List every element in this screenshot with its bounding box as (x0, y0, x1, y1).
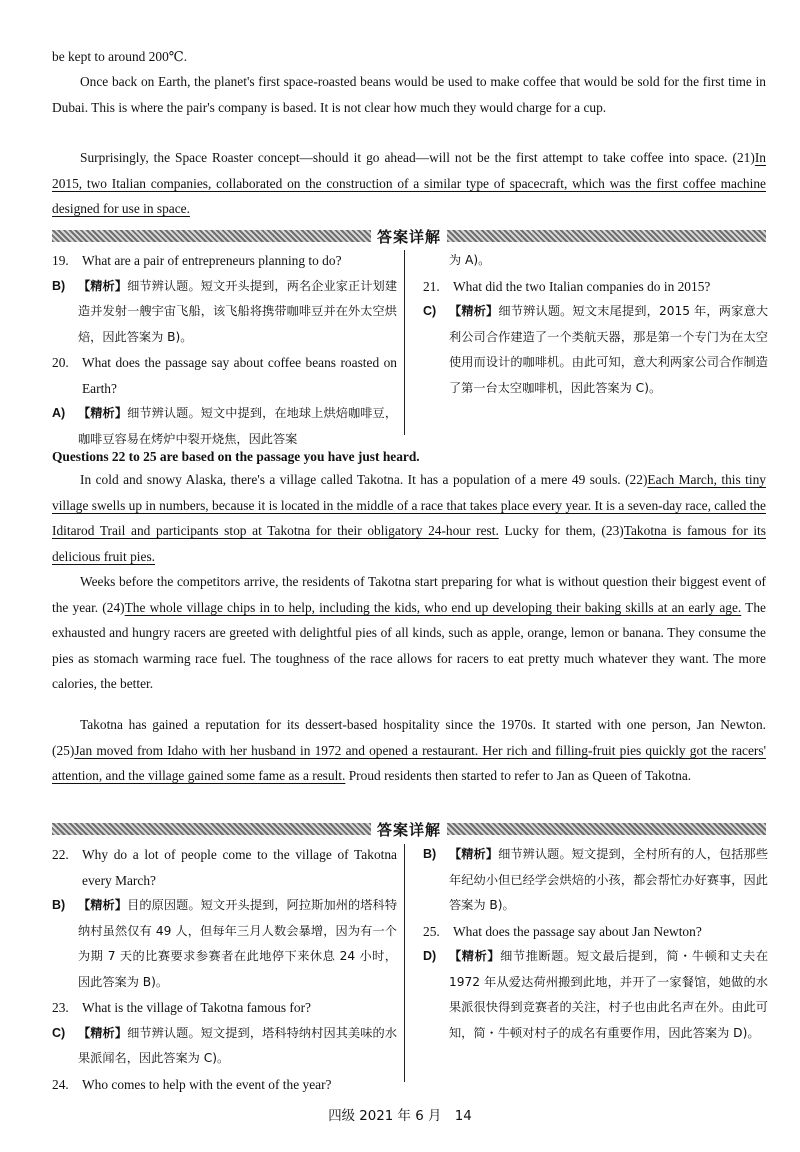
question-text: Who comes to help with the event of the year? (82, 1076, 332, 1092)
analysis-tag: 【精析】 (78, 898, 128, 912)
question-item (52, 995, 397, 1021)
question-item (52, 248, 397, 274)
answer-item (423, 944, 768, 1046)
hatch-decoration (447, 230, 766, 242)
question-item (52, 1072, 397, 1098)
underlined-answer-text: The whole village chips in to help, including the kids, who end up developing their baking skills at an early age. (124, 599, 742, 615)
passage-text: Surprisingly, the Space Roaster concept—should it go ahead—will not be the first attempt to take coffee into space. (21) (80, 150, 755, 165)
passage-text: Takotna has gained a reputation for its dessert-based hospitality since the 1970s. It started with one person, Jan Newton. (25) (52, 717, 766, 758)
analysis-tag: 【精析】 (449, 949, 501, 963)
answer-section-header (52, 225, 766, 247)
passage-text: Lucky for them, (23) (498, 523, 624, 538)
analysis-tag: 【精析】 (449, 847, 499, 861)
underlined-answer-text: In 2015, two Italian companies, collaborated on the construction of a similar type of spacecraft, which was the first coffee machine designed for use in space. (52, 150, 766, 216)
answer-section-header (52, 818, 766, 840)
passage-text: The exhausted and hungry racers are greeted with delightful pies of all kinds, such as apple, orange, lemon or banana. They consume the pies as stomach warming race fuel. The toughness of the race allows for racers to eat pretty much whatever they want. The more calories, the better. (52, 599, 766, 691)
answer-column-right (423, 248, 768, 401)
question-text: What are a pair of entrepreneurs planning to do? (82, 253, 342, 268)
analysis-text: 目的原因题。短文开头提到，阿拉斯加州的塔科特纳村虽然仅有 49 人，但每年三月人数会暴增，因为有一个为期 7 天的比赛要求参赛者在此地停下来休息 24 小时，因此答案为 B)。 (78, 898, 398, 989)
question-number: 23. (52, 1000, 69, 1015)
question-number: 21. (423, 278, 440, 294)
analysis-tag: 【精析】 (78, 406, 128, 420)
analysis-tag: 【精析】 (78, 1025, 128, 1040)
question-number: 22. (52, 847, 69, 862)
analysis-tag: 【精析】 (78, 278, 128, 293)
question-number: 24. (52, 1076, 69, 1092)
page-footer: 四级 2021 年 6 月 14 (328, 1109, 472, 1124)
question-number: 20. (52, 355, 69, 370)
question-text: Why do a lot of people come to the village of Takotna every March? (82, 847, 397, 888)
passage-text: In cold and snowy Alaska, there's a village called Takotna. It has a population of a mere 49 souls. (22) (80, 472, 648, 487)
answer-option: C) (423, 304, 437, 318)
analysis-text: 细节辨认题。短文开头提到，两名企业家正计划建造并发射一艘宇宙飞船，该飞船将携带咖啡豆并在外太空烘焙，因此答案为 B)。 (78, 278, 398, 344)
answer-option: B) (52, 278, 66, 293)
analysis-text: 细节辨认题。短文末尾提到，2015 年，两家意大利公司合作建造了一个类航天器，那是第一个专门为在太空使用而设计的咖啡机。由此可知，意大利两家公司合作制造了第一台太空咖啡机，因此答案为 C)。 (449, 304, 769, 395)
answer-option: B) (52, 898, 66, 912)
question-text: What does the passage say about coffee beans roasted on Earth? (82, 355, 397, 396)
passage-paragraph (52, 145, 766, 222)
answer-item (52, 1021, 397, 1072)
passage-text: Weeks before the competitors arrive, the residents of Takotna start preparing for what is without question their biggest event of the year. (24) (52, 574, 766, 615)
question-text: What is the village of Takotna famous for? (82, 1000, 311, 1015)
analysis-tag: 【精析】 (449, 304, 499, 318)
column-divider (404, 250, 405, 435)
answer-column-right (423, 842, 768, 1046)
question-item (423, 274, 768, 300)
hatch-decoration (52, 823, 371, 835)
underlined-answer-text: Each March, this tiny village swells up in numbers, because it is located in the middle of a race that takes place every year. It is a seven-day race, called the Iditarod Trail and participants stop at Takotna for their obligatory 24-hour rest. (52, 472, 767, 538)
analysis-text: 细节辨认题。短文提到，全村所有的人，包括那些年纪幼小但已经学会烘焙的小孩，都会帮忙办好赛事，因此答案为 B)。 (449, 847, 769, 912)
answer-column-left (52, 248, 397, 452)
hatch-decoration (447, 823, 766, 835)
column-divider (404, 844, 405, 1082)
answer-item (52, 274, 397, 351)
passage-text: Proud residents then started to refer to Jan as Queen of Takotna. (345, 768, 692, 783)
question-item (423, 919, 768, 945)
passage-paragraph (52, 569, 766, 697)
question-text: What does the passage say about Jan Newton? (453, 923, 702, 939)
question-item (52, 350, 397, 401)
answer-section-title: 答案详解 (377, 227, 442, 246)
analysis-text: 细节辨认题。短文中提到，在地球上烘焙咖啡豆，咖啡豆容易在烤炉中裂开烧焦，因此答案 (78, 406, 398, 446)
answer-item (52, 401, 397, 452)
answer-option: A) (52, 406, 66, 420)
underlined-answer-text: Jan moved from Idaho with her husband in 1972 and opened a restaurant. Her rich and filling-fruit pies quickly got the racers' attention, and the village gained some fame as a result. (52, 742, 766, 783)
section-heading: Questions 22 to 25 are based on the passage you have just heard. (52, 449, 420, 464)
answer-item (423, 299, 768, 401)
answer-item (423, 842, 768, 919)
passage-paragraph (52, 712, 766, 789)
answer-section-title: 答案详解 (377, 820, 442, 839)
analysis-text: 细节推断题。短文最后提到，简・牛顿和丈夫在 1972 年从爱达荷州搬到此地，并开了一家餐馆，她做的水果派很快得到竞赛者的关注，村子也由此名声在外。由此可知，简・牛顿对村子的成名有重要作用，因此答案为 D)。 (449, 949, 769, 1040)
passage-paragraph (52, 467, 766, 569)
analysis-text: 为 A)。 (449, 253, 491, 267)
answer-column-left (52, 842, 397, 1097)
question-item (52, 842, 397, 893)
answer-option: D) (423, 949, 437, 963)
analysis-text: 细节辨认题。短文提到，塔科特纳村因其美味的水果派闻名，因此答案为 C)。 (78, 1025, 398, 1065)
underlined-answer-text: Takotna is famous for its delicious fruit pies. (52, 523, 766, 564)
answer-option: B) (423, 847, 437, 861)
passage-paragraph: be kept to around 200℃. (52, 49, 188, 64)
question-text: What did the two Italian companies do in 2015? (453, 278, 711, 294)
question-number: 19. (52, 253, 69, 268)
passage-paragraph: Once back on Earth, the planet's first space-roasted beans would be used to make coffee that would be sold for the first time in Dubai. This is where the pair's company is based. It is not clear how much they would charge for a cup. (52, 74, 766, 115)
answer-item (52, 893, 397, 995)
answer-option: C) (52, 1025, 66, 1040)
hatch-decoration (52, 230, 371, 242)
answer-continuation (423, 248, 768, 274)
question-number: 25. (423, 923, 440, 939)
